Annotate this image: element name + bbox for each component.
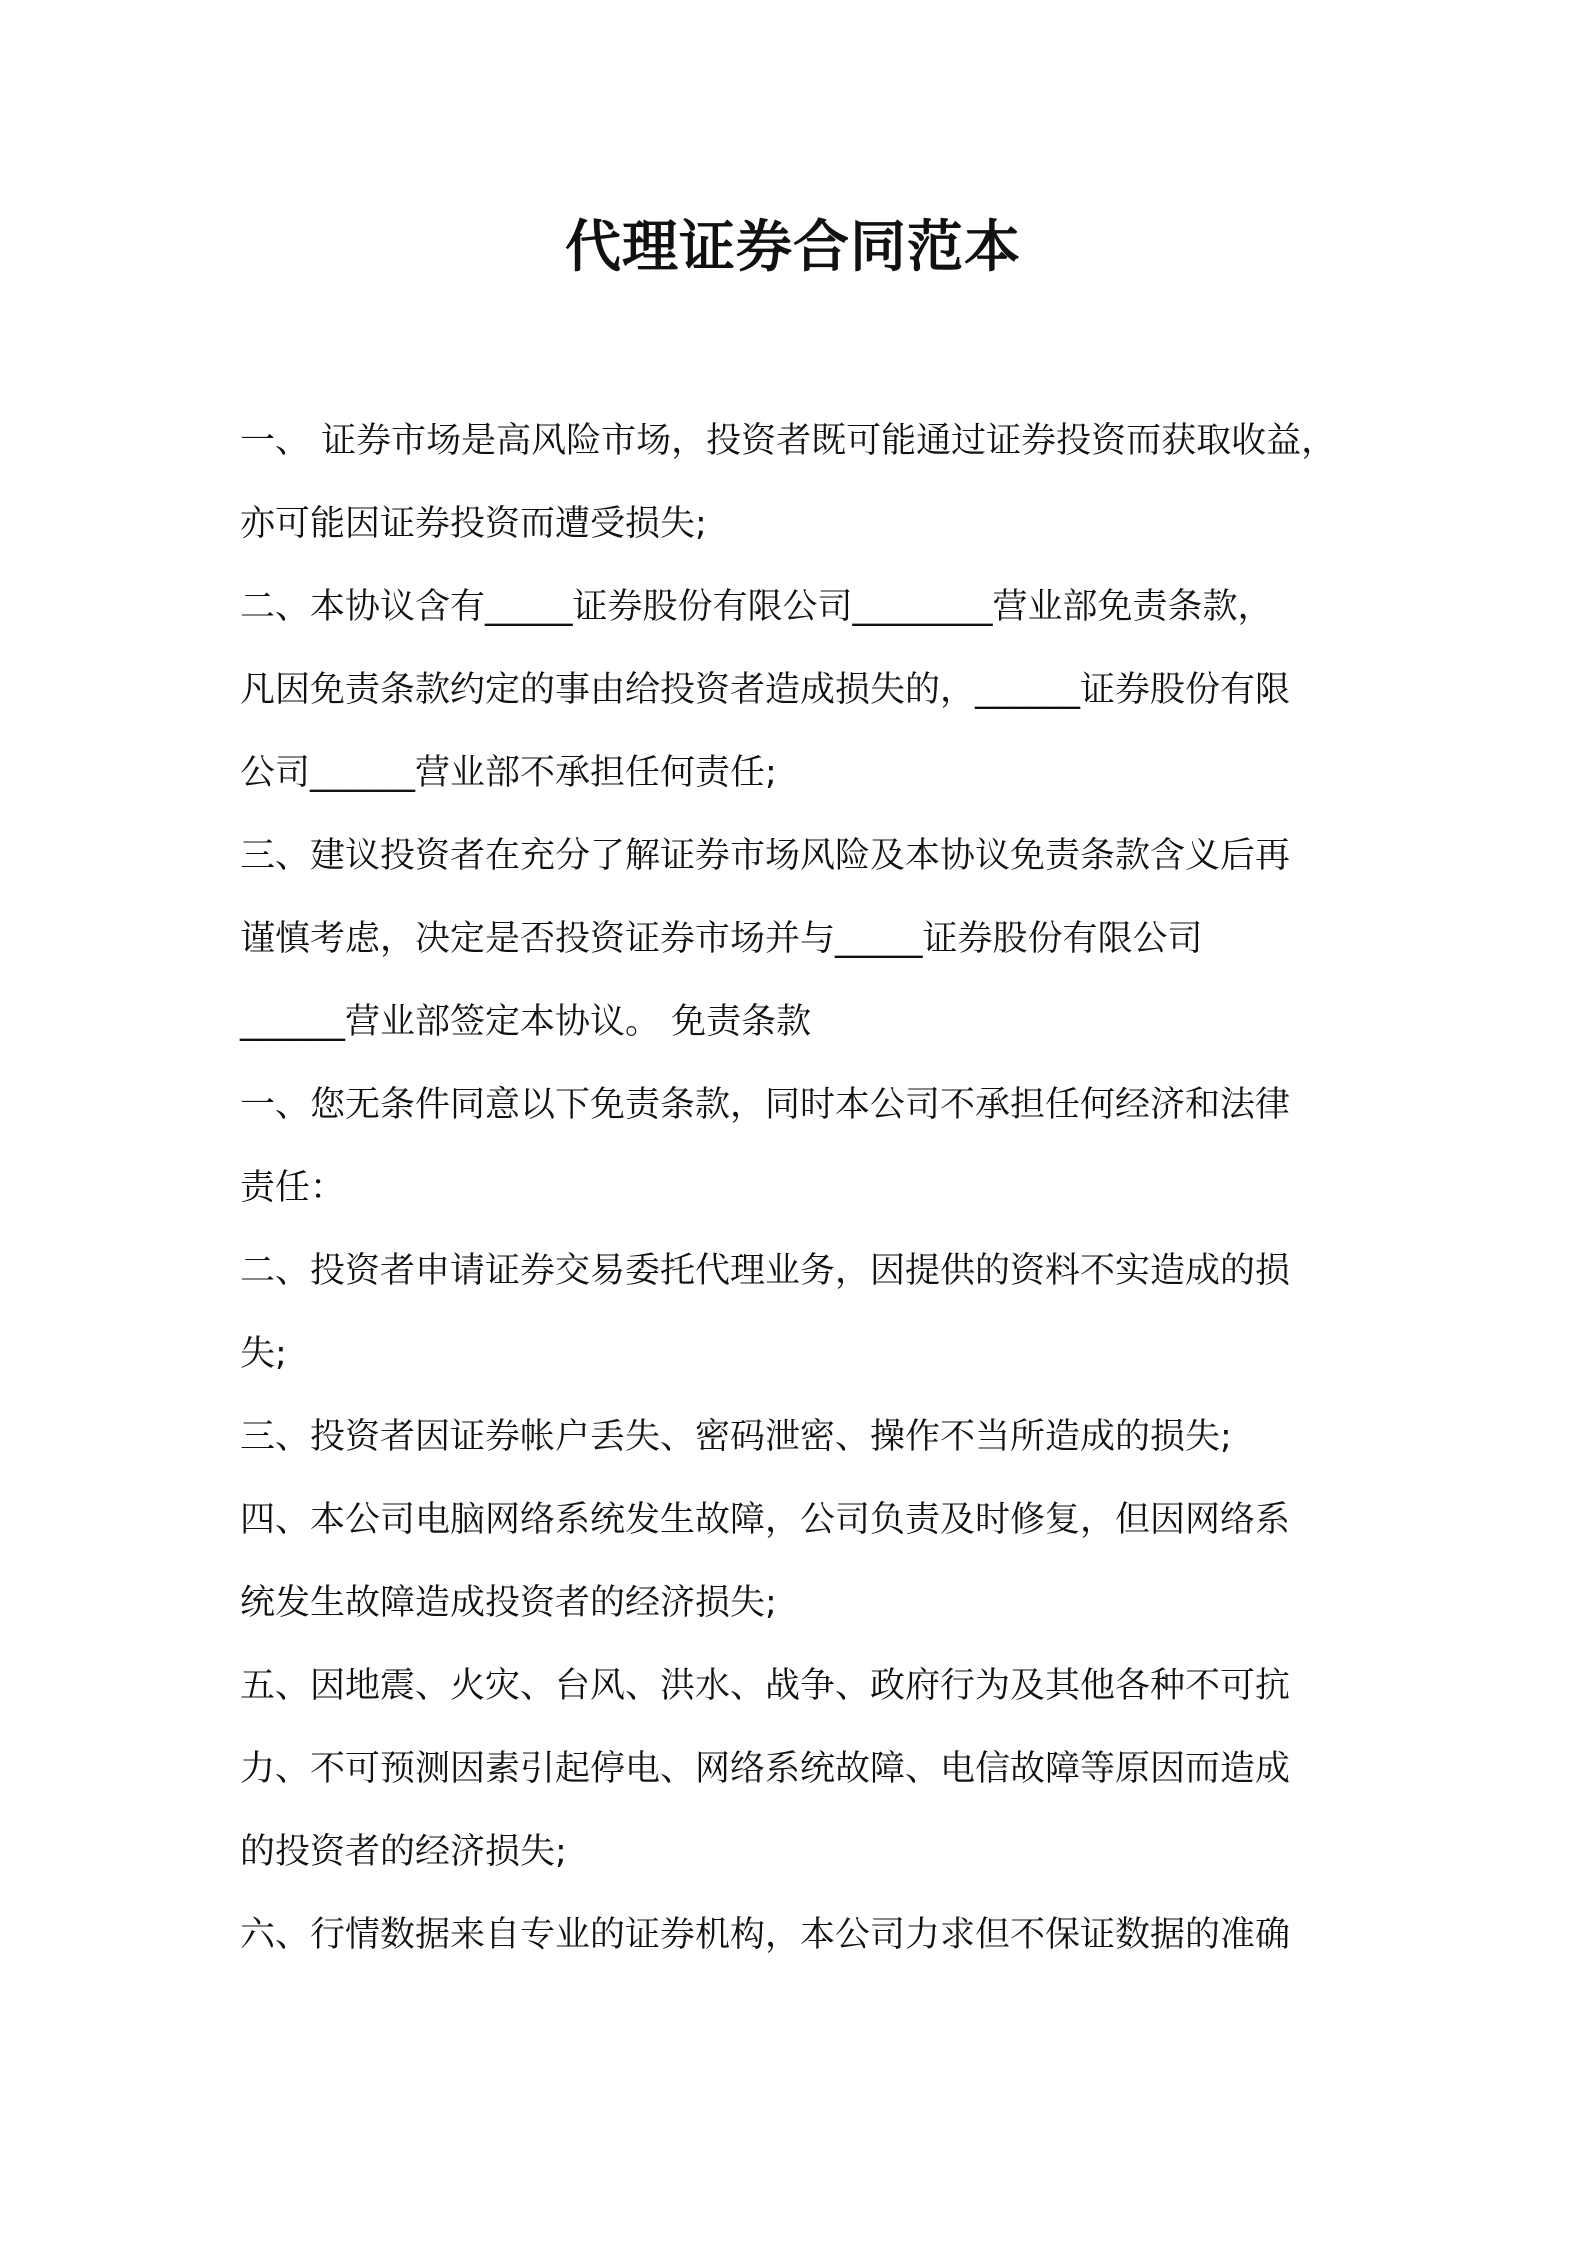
body-line: ______营业部签定本协议。 免责条款 <box>240 1002 812 1042</box>
body-line: 一、 证券市场是高风险市场，投资者既可能通过证券投资而获取收益， <box>240 421 1337 461</box>
body-line: 亦可能因证券投资而遭受损失; <box>240 504 707 544</box>
body-line: 二、本协议含有_____证券股份有限公司________营业部免责条款， <box>240 587 1273 627</box>
body-line: 六、行情数据来自专业的证券机构，本公司力求但不保证数据的准确 <box>240 1915 1291 1955</box>
body-line: 失; <box>240 1334 287 1374</box>
document-title: 代理证券合同范本 <box>565 215 1021 280</box>
body-line: 五、因地震、火灾、台风、洪水、战争、政府行为及其他各种不可抗 <box>240 1666 1291 1706</box>
body-line: 公司______营业部不承担任何责任; <box>240 753 777 793</box>
body-line: 一、您无条件同意以下免责条款，同时本公司不承担任何经济和法律 <box>240 1085 1291 1125</box>
body-line: 力、不可预测因素引起停电、网络系统故障、电信故障等原因而造成 <box>240 1749 1291 1789</box>
body-line: 统发生故障造成投资者的经济损失; <box>240 1583 777 1623</box>
body-line: 三、建议投资者在充分了解证券市场风险及本协议免责条款含义后再 <box>240 836 1291 876</box>
body-line: 谨慎考虑，决定是否投资证券市场并与_____证券股份有限公司 <box>240 919 1203 959</box>
body-line: 二、投资者申请证券交易委托代理业务，因提供的资料不实造成的损 <box>240 1251 1291 1291</box>
body-line: 三、投资者因证券帐户丢失、密码泄密、操作不当所造成的损失; <box>240 1417 1232 1457</box>
document-body <box>240 400 1360 1977</box>
body-line: 凡因免责条款约定的事由给投资者造成损失的，______证券股份有限 <box>240 670 1291 710</box>
body-line: 责任： <box>240 1168 346 1208</box>
body-line: 的投资者的经济损失; <box>240 1832 567 1872</box>
body-line: 四、本公司电脑网络系统发生故障，公司负责及时修复，但因网络系 <box>240 1500 1291 1540</box>
